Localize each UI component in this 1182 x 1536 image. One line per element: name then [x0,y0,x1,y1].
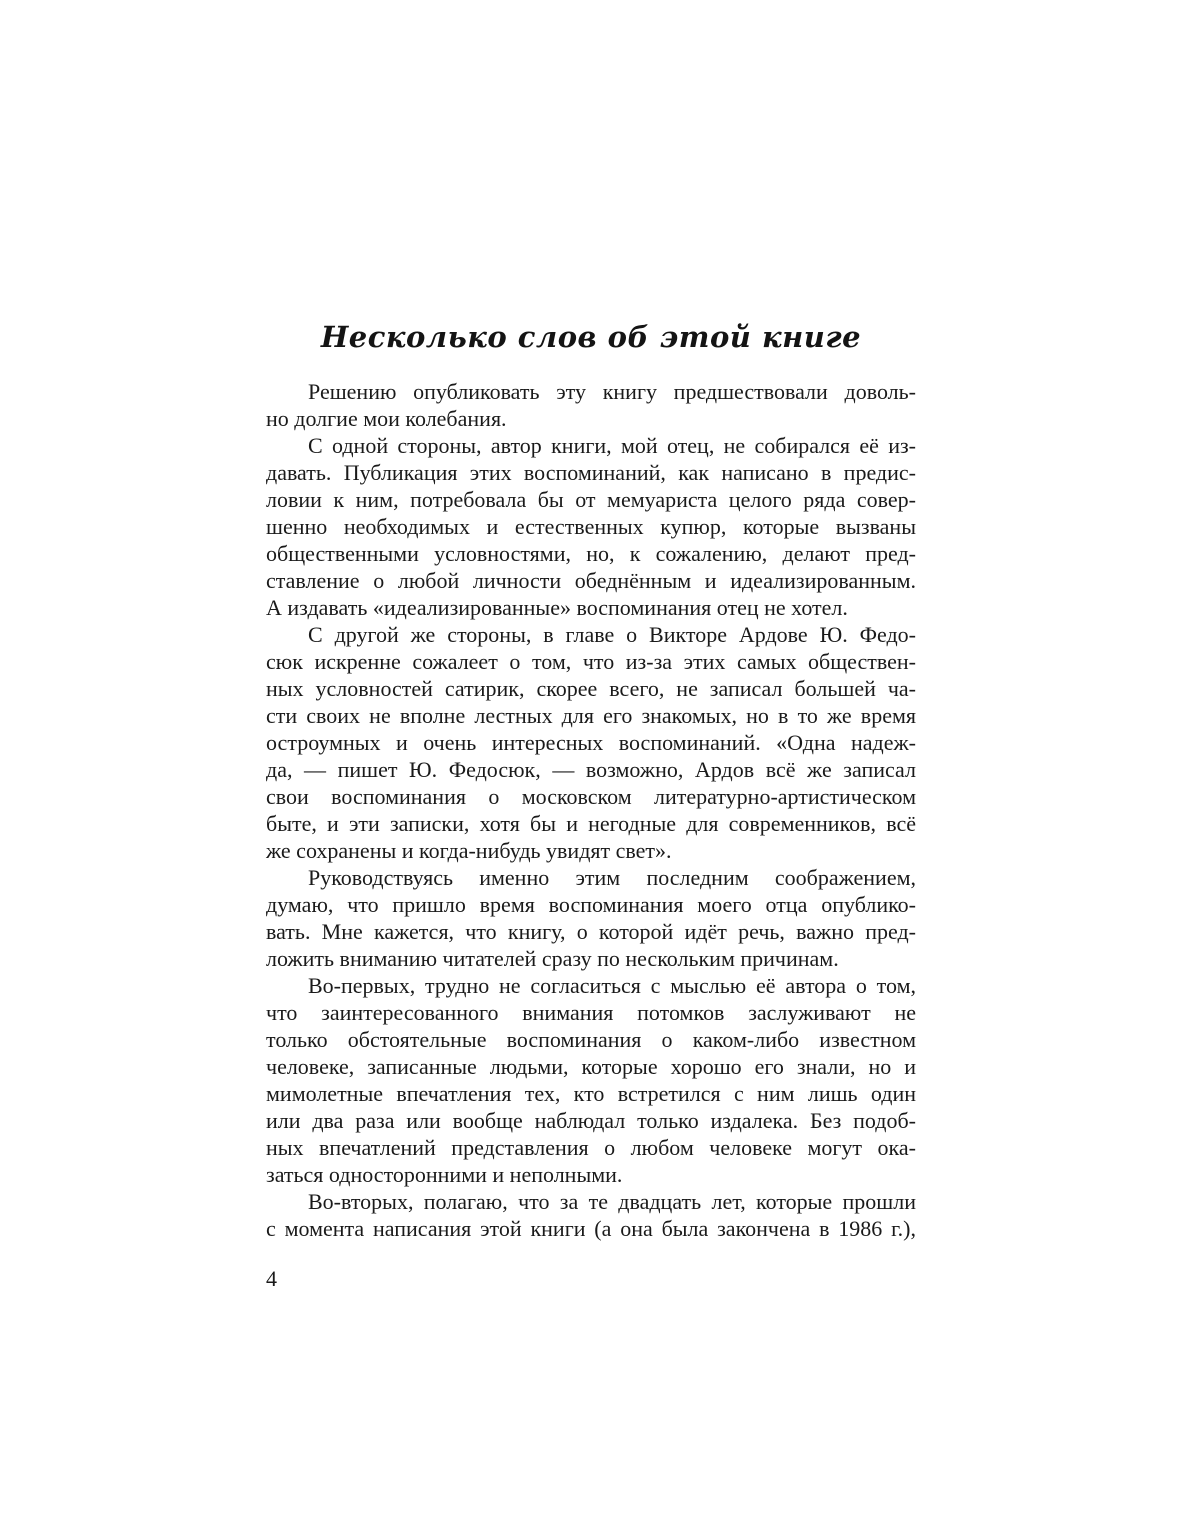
text-line: да, — пишет Ю. Федосюк, — возможно, Ардов всё же записал [266,757,916,782]
text-line: общественными условностями, но, к сожалению, делают пред- [266,541,916,566]
text-line: ных впечатлений представления о любом человеке могут ока- [266,1135,916,1160]
text-line: сюк искренне сожалеет о том, что из-за этих самых обществен- [266,649,916,674]
text-line: быте, и эти записки, хотя бы и негодные для современников, всё [266,811,916,836]
text-line: остроумных и очень интересных воспоминаний. «Одна надеж- [266,730,916,755]
text-line: вать. Мне кажется, что книгу, о которой идёт речь, важно пред- [266,919,916,944]
text-line: С другой же стороны, в главе о Викторе Ардове Ю. Федо- [308,622,916,647]
text-line: шенно необходимых и естественных купюр, которые вызваны [266,514,916,539]
text-line: же сохранены и когда-нибудь увидят свет». [266,838,672,863]
text-line: думаю, что пришло время воспоминания моего отца опублико- [266,892,916,917]
text-line: ловии к ним, потребовала бы от мемуариста целого ряда совер- [266,487,916,512]
text-line: А издавать «идеализированные» воспоминания отец не хотел. [266,595,848,620]
text-line: что заинтересованного внимания потомков заслуживают не [266,1000,916,1025]
text-line: или два раза или вообще наблюдал только издалека. Без подоб- [266,1108,916,1133]
chapter-title: Несколько слов об этой книге [320,320,862,354]
text-line: Во-вторых, полагаю, что за те двадцать лет, которые прошли [308,1189,916,1214]
text-line: свои воспоминания о московском литературно-артистическом [266,784,916,809]
text-line: Во-первых, трудно не согласиться с мыслью её автора о том, [308,973,916,998]
text-line: ных условностей сатирик, скорее всего, не записал большей ча- [266,676,916,701]
body-text [266,378,916,1242]
page-number: 4 [266,1266,277,1291]
text-line: человеке, записанные людьми, которые хорошо его знали, но и [266,1054,916,1079]
text-line: с момента написания этой книги (а она была закончена в 1986 г.), [266,1216,916,1241]
text-line: только обстоятельные воспоминания о каком-либо известном [266,1027,916,1052]
text-line: С одной стороны, автор книги, мой отец, не собирался её из- [308,433,916,458]
text-line: Руководствуясь именно этим последним соображением, [308,865,916,890]
text-line: давать. Публикация этих воспоминаний, как написано в предис- [266,460,916,485]
text-line: заться односторонними и неполными. [266,1162,623,1187]
text-line: но долгие мои колебания. [266,406,507,431]
text-line: сти своих не вполне лестных для его знакомых, но в то же время [266,703,916,728]
text-line: мимолетные впечатления тех, кто встретился с ним лишь один [266,1081,916,1106]
text-line: ставление о любой личности обеднённым и идеализированным. [266,568,916,593]
text-line: Решению опубликовать эту книгу предшествовали доволь- [308,379,916,404]
text-line: ложить вниманию читателей сразу по нескольким причинам. [266,946,839,971]
